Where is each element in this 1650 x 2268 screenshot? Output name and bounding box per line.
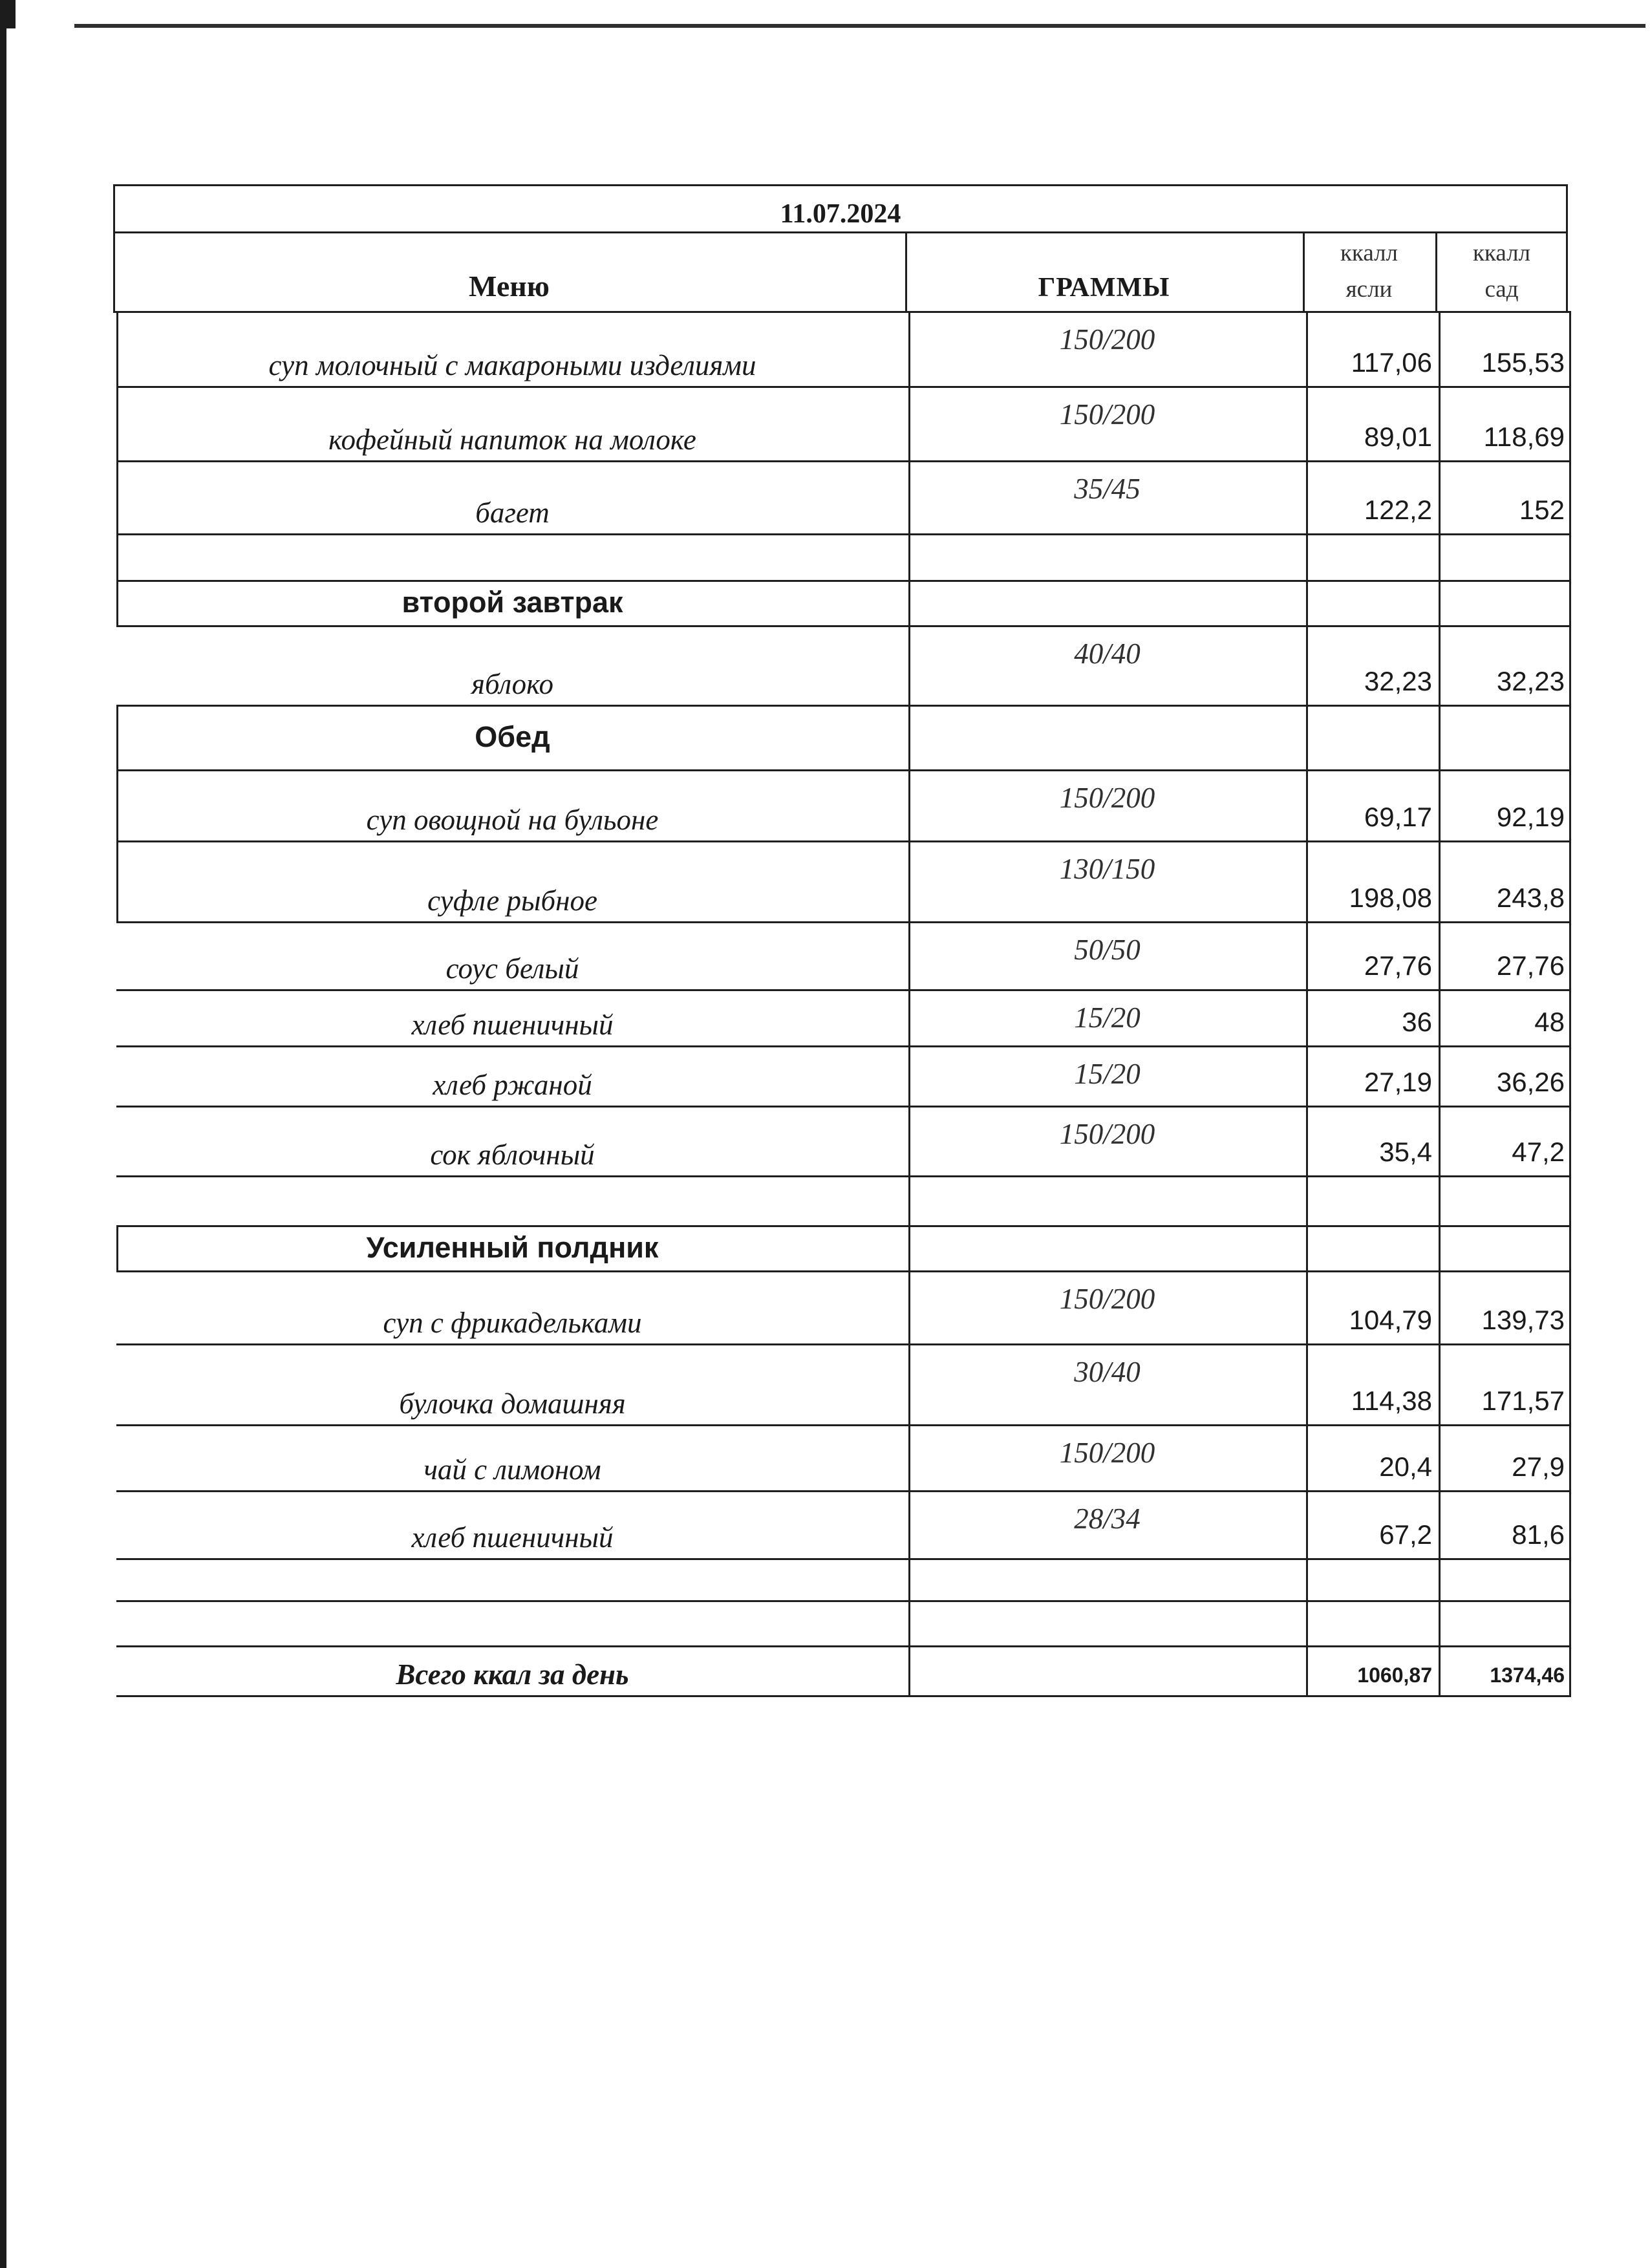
grid-line-vertical [1439,311,1441,1695]
grid-line-vertical [1566,184,1568,311]
dish-name-cell [116,1558,908,1600]
section-row [116,1225,1571,1270]
grams-cell [908,705,1306,769]
grams-cell: 150/200 [1059,1118,1155,1150]
grid-line-horizontal [116,625,1571,627]
grid-line-horizontal [116,1600,1571,1602]
grid-line-horizontal [116,1424,1571,1426]
kcal-nursery-cell: 20,4 [1379,1451,1432,1482]
kcal-nursery-cell: 69,17 [1364,802,1432,832]
kcal-garden-cell [1439,1175,1571,1225]
dish-name-cell: багет [475,497,550,529]
grid-line-horizontal [116,1558,1571,1560]
grid-line-horizontal [116,1106,1571,1107]
menu-header: Меню [469,270,550,303]
dish-name-cell: яблоко [471,668,553,700]
table-row [116,460,1571,533]
empty-row [116,533,1571,580]
grid-line-vertical [1306,311,1308,1695]
grid-line-vertical [116,533,118,625]
kcal-nursery-cell [1306,705,1439,769]
grid-line-horizontal [116,580,1571,582]
header-row [113,231,1568,311]
grams-cell: 150/200 [1059,1283,1155,1315]
kcal-nursery-cell [1306,533,1439,580]
kcal-garden-cell [1439,533,1571,580]
grid-line-horizontal [116,533,1571,535]
grid-line-vertical [116,1225,118,1270]
grid-line-horizontal [116,840,1571,842]
kcal-garden-cell: 139,73 [1481,1305,1565,1335]
dish-name-cell: хлеб пшеничный [411,1521,614,1554]
dish-name-cell: Всего ккал за день [396,1658,629,1691]
dish-name-cell: Обед [475,720,550,753]
kcal-nursery-cell: 122,2 [1364,495,1432,525]
table-row [116,1424,1571,1490]
kcal-garden-cell: 27,76 [1496,950,1565,981]
kcal-garden-cell [1439,1600,1571,1645]
grams-cell: 15/20 [1074,1058,1141,1090]
grid-line-horizontal [116,1645,1571,1647]
empty-row [116,1558,1571,1600]
dish-name-cell: второй завтрак [402,586,623,619]
table-row [116,625,1571,705]
kcal-nursery-cell: 36 [1402,1007,1432,1037]
grid-line-horizontal [116,1045,1571,1047]
grid-line-horizontal [116,1175,1571,1177]
kcal-garden-cell: 243,8 [1496,883,1565,913]
kcal-nursery-cell: 67,2 [1379,1519,1432,1550]
kcal-nursery-cell: 198,08 [1349,883,1432,913]
grid-line-horizontal [116,989,1571,991]
grams-cell: 150/200 [1059,323,1155,356]
table-row [116,989,1571,1045]
grid-line-vertical [113,184,115,311]
table-row [116,840,1571,921]
grid-line-horizontal [116,705,1571,707]
dish-name-cell [116,533,908,580]
dish-name-cell: булочка домашняя [399,1387,626,1420]
kcal-nursery-cell: 104,79 [1349,1305,1432,1335]
kcal-garden-cell: 92,19 [1496,802,1565,832]
grid-line-horizontal [116,1225,1571,1227]
kcal-garden-cell [1439,1225,1571,1270]
kcal-nursery-cell: 27,19 [1364,1067,1432,1097]
empty-row [116,1600,1571,1645]
grams-cell: 28/34 [1074,1503,1141,1535]
kcal-garden-cell [1439,705,1571,769]
date-cell: 11.07.2024 [780,198,901,229]
grams-cell [908,1225,1306,1270]
kcal-nursery-cell: 114,38 [1351,1385,1432,1416]
kcal-garden-cell [1439,580,1571,625]
grid-line-horizontal [116,1695,1571,1697]
grams-header: ГРАММЫ [1038,273,1170,303]
grid-line-horizontal [116,386,1571,388]
grid-line-vertical [1435,231,1437,311]
grid-line-vertical [905,231,907,311]
table-row [116,1106,1571,1175]
grid-line-vertical [908,311,910,1695]
kcal-nursery-cell [1306,580,1439,625]
kcal-nursery-cell: 1060,87 [1357,1664,1432,1687]
kcal-garden-cell: 48 [1534,1007,1565,1037]
kcal-garden-cell: 36,26 [1496,1067,1565,1097]
table-row [116,921,1571,989]
grams-cell [908,533,1306,580]
kcal-nursery-cell [1306,1600,1439,1645]
grams-cell [908,1558,1306,1600]
grams-cell: 150/200 [1059,782,1155,814]
kcal-nursery-cell: 117,06 [1351,347,1432,378]
section-row [116,705,1571,769]
dish-name-cell [116,1175,908,1225]
grid-line-horizontal [116,1343,1571,1345]
kcal-garden-header-line2: сад [1484,275,1519,303]
grid-line-horizontal [113,184,1568,186]
grams-cell [908,580,1306,625]
grams-cell: 130/150 [1059,853,1155,885]
grams-cell [908,1600,1306,1645]
kcal-garden-cell: 81,6 [1512,1519,1565,1550]
grams-cell: 150/200 [1059,398,1155,431]
kcal-garden-cell: 1374,46 [1490,1664,1565,1687]
dish-name-cell: хлеб пшеничный [411,1009,614,1041]
dish-name-cell: кофейный напиток на молоке [328,423,696,456]
grid-line-horizontal [116,921,1571,923]
kcal-garden-cell: 27,9 [1512,1451,1565,1482]
table-row [116,386,1571,460]
grid-line-horizontal [116,769,1571,771]
grid-line-horizontal [116,311,1571,313]
kcal-nursery-cell [1306,1225,1439,1270]
grams-cell: 50/50 [1074,934,1141,966]
date-row [113,184,1568,231]
table-row [116,1045,1571,1106]
dish-name-cell: чай с лимоном [423,1453,601,1486]
grid-line-vertical [1303,231,1305,311]
grid-line-horizontal [113,231,1568,233]
kcal-nursery-header-line2: ясли [1345,275,1393,303]
dish-name-cell: суп с фрикадельками [383,1307,642,1339]
kcal-nursery-cell: 35,4 [1379,1137,1432,1167]
kcal-nursery-cell [1306,1175,1439,1225]
grid-line-vertical [116,705,118,921]
dish-name-cell: соус белый [445,952,579,985]
dish-name-cell: суфле рыбное [427,884,597,917]
table-row [116,769,1571,840]
kcal-garden-cell: 171,57 [1481,1385,1565,1416]
kcal-nursery-cell: 32,23 [1364,666,1432,696]
kcal-garden-cell: 152 [1519,495,1565,525]
table-row [116,1343,1571,1424]
dish-name-cell [116,1600,908,1645]
grid-line-horizontal [116,460,1571,462]
grid-line-horizontal [116,1490,1571,1492]
kcal-nursery-cell: 89,01 [1364,422,1432,452]
kcal-nursery-header-line1: ккалл [1340,240,1398,266]
grams-cell: 15/20 [1074,1001,1141,1034]
dish-name-cell: суп молочный с макароными изделиями [268,349,756,381]
kcal-garden-cell: 155,53 [1481,347,1565,378]
dish-name-cell: суп овощной на бульоне [366,804,659,836]
kcal-nursery-cell: 27,76 [1364,950,1432,981]
grid-line-vertical [1569,311,1571,1695]
section-row [116,580,1571,625]
kcal-garden-cell: 118,69 [1483,422,1565,452]
grid-line-vertical [116,311,118,533]
table-row [116,1270,1571,1343]
grams-cell: 150/200 [1059,1437,1155,1469]
grams-cell [908,1175,1306,1225]
kcal-garden-header-line1: ккалл [1472,240,1531,266]
kcal-garden-cell: 32,23 [1496,666,1565,696]
grams-cell: 40/40 [1074,637,1141,670]
table-row [116,1490,1571,1558]
table-row [116,311,1571,386]
dish-name-cell: хлеб ржаной [433,1069,592,1101]
grams-cell [908,1645,1306,1695]
dish-name-cell: сок яблочный [430,1139,595,1171]
empty-row [116,1175,1571,1225]
kcal-nursery-cell [1306,1558,1439,1600]
total-row [116,1645,1571,1695]
kcal-garden-cell: 47,2 [1512,1137,1565,1167]
dish-name-cell: Усиленный полдник [366,1231,659,1264]
grams-cell: 35/45 [1074,473,1141,505]
grams-cell: 30/40 [1074,1356,1141,1388]
kcal-nursery-header [1303,231,1435,311]
kcal-garden-cell [1439,1558,1571,1600]
kcal-garden-header [1435,231,1568,311]
grid-line-horizontal [116,1270,1571,1272]
